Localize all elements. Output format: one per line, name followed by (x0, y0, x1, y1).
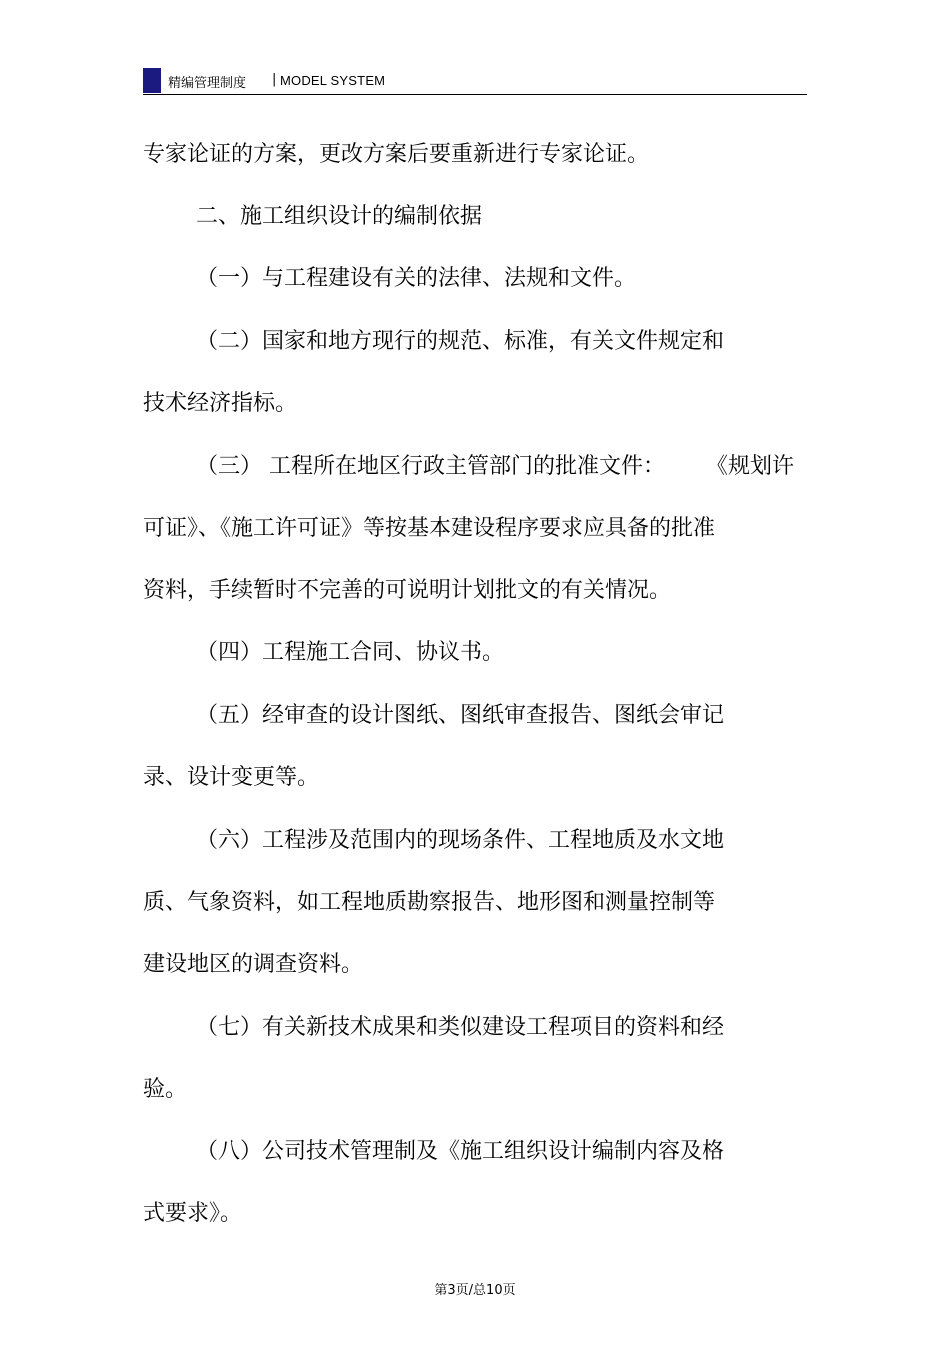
paragraph-line: （四）工程施工合同、协议书。 (196, 640, 505, 665)
header-title: 精编管理制度 (168, 76, 247, 91)
paragraph-line: 质、气象资料，如工程地质勘察报告、地形图和测量控制等 (143, 890, 716, 915)
logo-icon (143, 68, 161, 93)
paragraph-line: （三） 工程所在地区行政主管部门的批准文件： (196, 454, 665, 479)
paragraph-line: 录、设计变更等。 (143, 765, 320, 790)
paragraph-line: （八）公司技术管理制及《施工组织设计编制内容及格 (196, 1139, 725, 1164)
page-header (143, 65, 807, 95)
paragraph-line: （一）与工程建设有关的法律、法规和文件。 (196, 266, 637, 291)
paragraph-line: （六）工程涉及范围内的现场条件、工程地质及水文地 (196, 828, 725, 853)
paragraph-line: 资料，手续暂时不完善的可说明计划批文的有关情况。 (143, 578, 672, 603)
paragraph-line: 技术经济指标。 (143, 391, 298, 416)
paragraph-line: 《规划许 (706, 454, 795, 479)
paragraph-line: 验。 (143, 1077, 188, 1102)
header-divider (143, 94, 807, 95)
header-separator: | (272, 72, 277, 87)
paragraph-line: 建设地区的调查资料。 (143, 952, 364, 977)
paragraph-line: 式要求》。 (143, 1201, 243, 1226)
header-subtitle: MODEL SYSTEM (280, 73, 386, 88)
paragraph-line: （七）有关新技术成果和类似建设工程项目的资料和经 (196, 1015, 725, 1040)
paragraph-line: 可证》、《施工许可证》等按基本建设程序要求应具备的批准 (143, 516, 716, 541)
paragraph-line: 专家论证的方案，更改方案后要重新进行专家论证。 (143, 142, 650, 167)
section-heading: 二、施工组织设计的编制依据 (196, 204, 483, 229)
page-number: 第3页/总10页 (434, 1283, 516, 1298)
paragraph-line: （五）经审查的设计图纸、图纸审查报告、图纸会审记 (196, 703, 725, 728)
paragraph-line: （二）国家和地方现行的规范、标准，有关文件规定和 (196, 329, 725, 354)
